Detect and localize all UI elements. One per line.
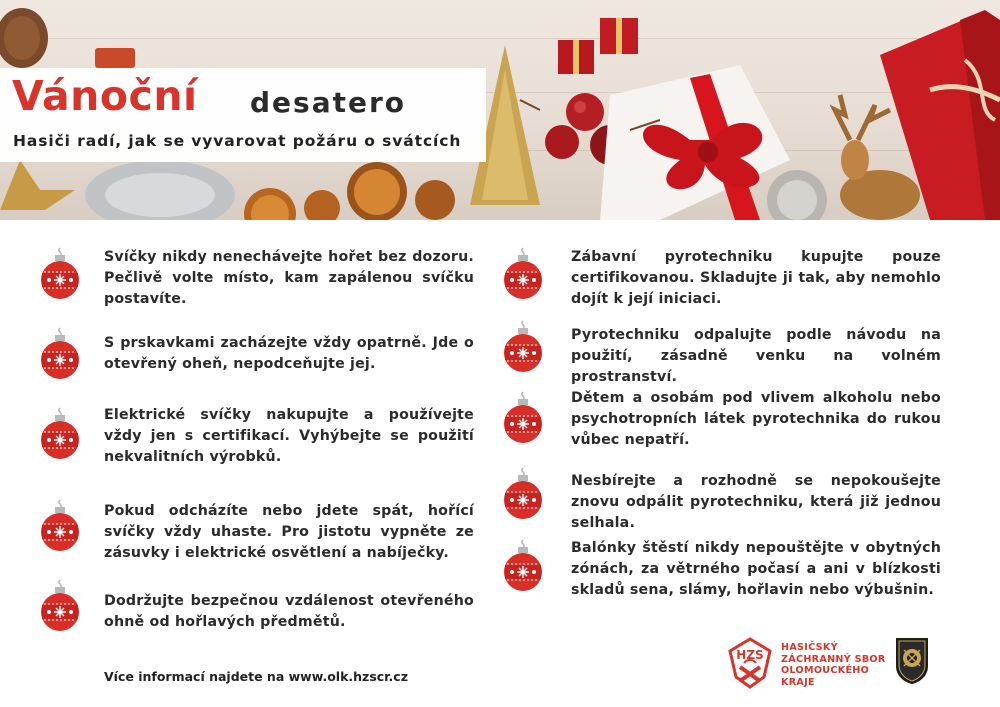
- christmas-ornament-icon: [40, 578, 80, 634]
- hzs-line-2: ZÁCHRANNÝ SBOR: [781, 653, 886, 665]
- christmas-ornament-icon: [503, 466, 543, 522]
- hzs-line-4: KRAJE: [781, 676, 815, 688]
- tip-text: Dětem a osobám pod vlivem alkoholu nebo psychotropních látek pyrotechnika do rukou vůbec nepatří.: [571, 390, 941, 448]
- hzs-logo-abbr: HZS: [736, 648, 764, 662]
- christmas-ornament-icon: [40, 498, 80, 554]
- tip-text: Elektrické svíčky nakupujte a používejte vždy jen s certifikací. Vyhýbejte se použití nekvalitních výrobků.: [104, 407, 474, 465]
- tip-text: Zábavní pyrotechniku kupujte pouze certifikovanou. Skladujte ji tak, aby nemohlo dojít k její iniciaci.: [571, 249, 941, 307]
- tip-text: Balónky štěstí nikdy nepouštějte v obytných zónách, za větrného počasí a ani v blízkosti skladů sena, slámy, hořlavin nebo výbušnin.: [571, 540, 941, 598]
- page-subtitle: Hasiči radí, jak se vyvarovat požáru o svátcích: [13, 132, 462, 150]
- christmas-ornament-icon: [40, 326, 80, 382]
- more-info-link-text: Více informací najdete na www.olk.hzscr.cz: [104, 669, 408, 684]
- fire-brigade-emblem-icon: [892, 634, 932, 686]
- christmas-ornament-icon: [503, 246, 543, 302]
- hzs-line-3: OLOMOUCKÉHO: [781, 665, 870, 676]
- christmas-ornament-icon: [40, 246, 80, 302]
- page-title-red: Vánoční: [12, 72, 198, 120]
- hzs-logo-text: [781, 642, 886, 688]
- tip-text: Nesbírejte a rozhodně se nepokoušejte znovu odpálit pyrotechniku, která již jednou selhala.: [571, 473, 941, 531]
- christmas-ornament-icon: [503, 390, 543, 446]
- hzs-line-1: HASIČSKÝ: [781, 642, 838, 653]
- tip-text: S prskavkami zacházejte vždy opatrně. Jde o otevřený oheň, nepodceňujte jej.: [104, 335, 474, 372]
- page-title-dark: desatero: [250, 86, 407, 119]
- christmas-ornament-icon: [503, 538, 543, 594]
- christmas-ornament-icon: [503, 319, 543, 375]
- tip-text: Pokud odcházíte nebo jdete spát, hořící svíčky vždy uhaste. Pro jistotu vypněte ze zásuvky i elektrické osvětlení a nabíječky.: [104, 503, 474, 561]
- tip-text: Dodržujte bezpečnou vzdálenost otevřeného ohně od hořlavých předmětů.: [104, 593, 474, 630]
- hzs-logo: [724, 637, 776, 689]
- christmas-ornament-icon: [40, 406, 80, 462]
- tip-text: Svíčky nikdy nenechávejte hořet bez dozoru. Pečlivě volte místo, kam zapálenou svíčku postavíte.: [104, 249, 474, 307]
- tip-text: Pyrotechniku odpalujte podle návodu na použití, zásadně venku na volném prostranství.: [571, 327, 941, 385]
